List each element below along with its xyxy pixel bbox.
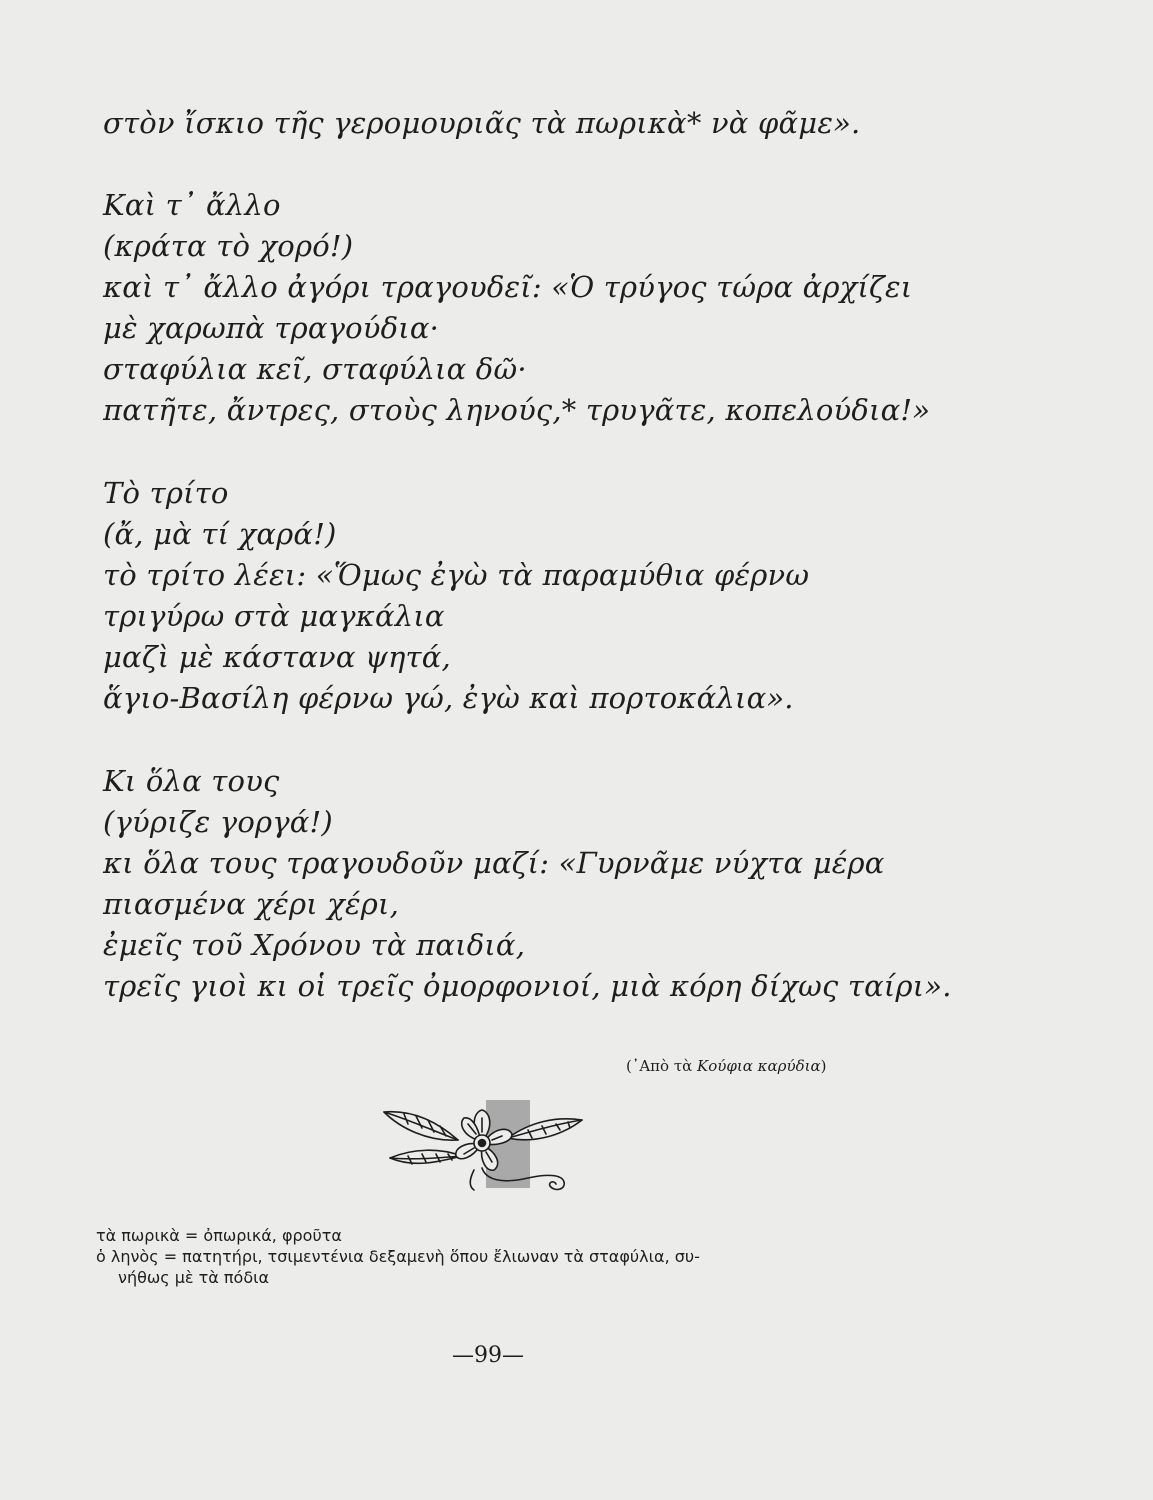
poem-line: κι ὅλα τους τραγουδοῦν μαζί: «Γυρνᾶμε νύχτα μέρα: [103, 846, 885, 880]
poem-line: (κράτα τὸ χορό!): [103, 229, 354, 263]
poem-line: σταφύλια κεῖ, σταφύλια δῶ·: [103, 352, 527, 386]
poem-line: (γύριζε γοργά!): [103, 805, 333, 839]
poem-line: ἐμεῖς τοῦ Χρόνου τὰ παιδιά,: [103, 928, 526, 962]
poem-line: μαζὶ μὲ κάστανα ψητά,: [103, 640, 451, 674]
source-title: Κούφια καρύδια: [697, 1057, 821, 1075]
poem-line: τὸ τρίτο λέει: «Ὅμως ἐγὼ τὰ παραμύθια φέρνω: [103, 558, 810, 592]
source-suffix: ): [820, 1057, 827, 1075]
source-attribution: [626, 1057, 827, 1075]
poem-line: Καὶ τ᾽ ἄλλο: [103, 188, 281, 222]
poem-line: τριγύρω στὰ μαγκάλια: [103, 599, 445, 633]
poem: [103, 103, 1003, 1049]
source-prefix: (᾽Απὸ τὰ: [626, 1057, 698, 1075]
poem-line: (ἄ, μὰ τί χαρά!): [103, 517, 337, 551]
poem-line: Κι ὅλα τους: [103, 764, 280, 798]
footnote-pwrika: τὰ πωρικὰ = ὀπωρικά, φροῦτα: [96, 1226, 342, 1245]
stanza-2: [103, 185, 1003, 431]
footnotes: [96, 1225, 896, 1288]
poem-line: καὶ τ᾽ ἄλλο ἀγόρι τραγουδεῖ: «Ὁ τρύγος τώρα ἀρχίζει: [103, 270, 913, 304]
footnote-linos: ὁ ληνὸς = πατητήρι, τσιμεντένια δεξαμενὴ ὅπου ἔλιωναν τὰ σταφύλια, συ-: [96, 1247, 700, 1266]
poem-line: τρεῖς γιοὶ κι οἱ τρεῖς ὀμορφονιοί, μιὰ κόρη δίχως ταίρι».: [103, 969, 952, 1003]
poem-line: μὲ χαρωπὰ τραγούδια·: [103, 311, 440, 345]
poem-line: Τὸ τρίτο: [103, 476, 229, 510]
flower-with-leaves-icon: [378, 1098, 588, 1198]
poem-line: πιασμένα χέρι χέρι,: [103, 887, 399, 921]
footnote-linos-continuation: νήθως μὲ τὰ πόδια: [118, 1268, 270, 1287]
poem-line: πατῆτε, ἄντρες, στοὺς ληνούς,* τρυγᾶτε, κοπελούδια!»: [103, 393, 931, 427]
stanza-4: [103, 761, 1003, 1007]
poem-line: ἅγιο-Βασίλη φέρνω γώ, ἐγὼ καὶ πορτοκάλια».: [103, 681, 794, 715]
stanza-3: [103, 473, 1003, 719]
poem-line: στὸν ἴσκιο τῆς γερομουριᾶς τὰ πωρικὰ* νὰ φᾶμε».: [103, 106, 861, 140]
page-number: —99—: [452, 1343, 524, 1368]
stanza-1: [103, 103, 1003, 144]
